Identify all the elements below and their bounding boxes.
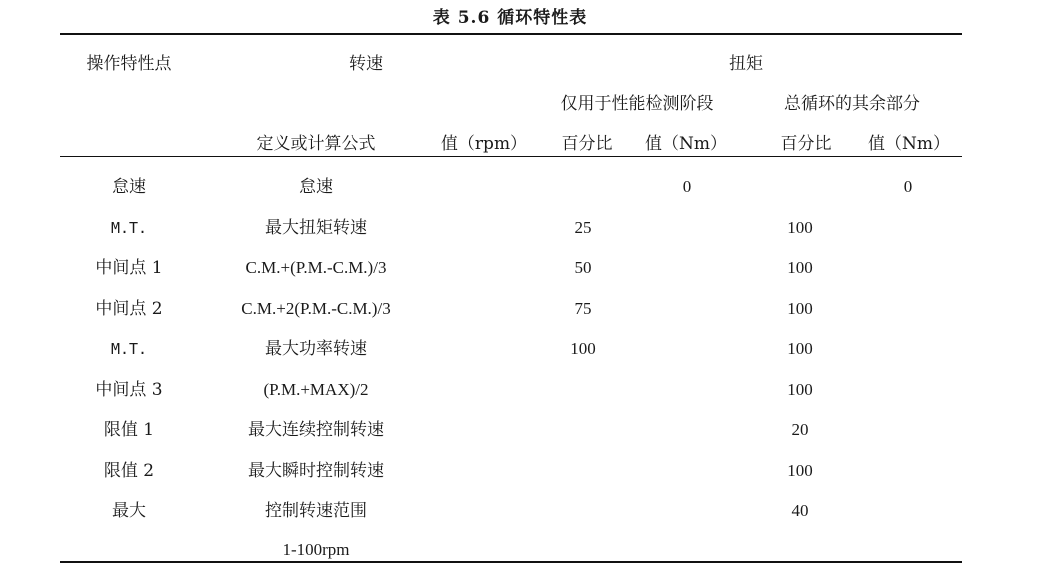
header-speed-value: 值（rpm）	[440, 134, 528, 154]
cell-speed-formula: (P.M.+MAX)/2	[263, 379, 369, 399]
header-torque: 扭矩	[729, 54, 763, 74]
cell-speed-formula: C.M.+2(P.M.-C.M.)/3	[241, 298, 391, 318]
cell-perf-percent: 50	[574, 258, 592, 277]
cell-rest-percent: 100	[787, 298, 813, 318]
cell-operating-point: 最大	[112, 501, 146, 521]
header-perf-value: 值（Nm）	[645, 134, 727, 154]
cell-operating-point: M.T.	[110, 218, 148, 237]
header-speed: 转速	[349, 54, 383, 74]
cell-operating-point: 限值 1	[103, 420, 155, 440]
cell-operating-point: 中间点 3	[95, 379, 163, 400]
cell-operating-point: 限值 2	[103, 460, 155, 481]
header-rest-percent: 百分比	[780, 134, 832, 154]
cell-rest-value: 0	[903, 177, 913, 196]
cell-perf-percent: 25	[574, 217, 592, 237]
cell-operating-point: M.T.	[110, 340, 148, 358]
cell-speed-formula: 控制转速范围	[265, 501, 367, 521]
cell-rest-percent: 40	[791, 501, 809, 520]
header-rule	[60, 156, 962, 157]
cell-operating-point: 中间点 2	[95, 298, 163, 319]
bottom-rule	[60, 561, 962, 563]
header-rest-of-cycle: 总循环的其余部分	[784, 94, 920, 114]
cell-rest-percent: 100	[787, 460, 813, 480]
cell-rest-percent: 20	[791, 420, 809, 439]
cell-speed-formula: 最大扭矩转速	[265, 217, 367, 238]
header-rest-value: 值（Nm）	[868, 134, 950, 154]
cell-rest-percent: 100	[787, 258, 813, 277]
table-caption: 表 5.6 循环特性表	[432, 8, 588, 28]
top-rule	[60, 33, 962, 35]
cell-rest-percent: 100	[787, 339, 813, 358]
header-perf-test-phase: 仅用于性能检测阶段	[560, 94, 714, 114]
cell-speed-formula: 最大连续控制转速	[248, 420, 384, 440]
cell-perf-percent: 100	[570, 339, 596, 358]
cell-speed-formula: 怠速	[299, 177, 333, 197]
cell-speed-formula: 最大瞬时控制转速	[248, 460, 384, 481]
cell-rest-percent: 100	[787, 217, 813, 237]
header-operating-point: 操作特性点	[86, 54, 172, 74]
cell-operating-point: 怠速	[112, 177, 146, 197]
cell-perf-value: 0	[682, 177, 692, 196]
header-formula: 定义或计算公式	[256, 134, 376, 154]
cell-operating-point: 中间点 1	[95, 258, 163, 278]
cell-speed-formula: 最大功率转速	[265, 339, 367, 359]
footer-note: 1-100rpm	[282, 540, 350, 559]
header-perf-percent: 百分比	[561, 134, 613, 154]
cell-rest-percent: 100	[787, 379, 813, 399]
cell-perf-percent: 75	[574, 298, 592, 318]
cell-speed-formula: C.M.+(P.M.-C.M.)/3	[245, 258, 387, 277]
